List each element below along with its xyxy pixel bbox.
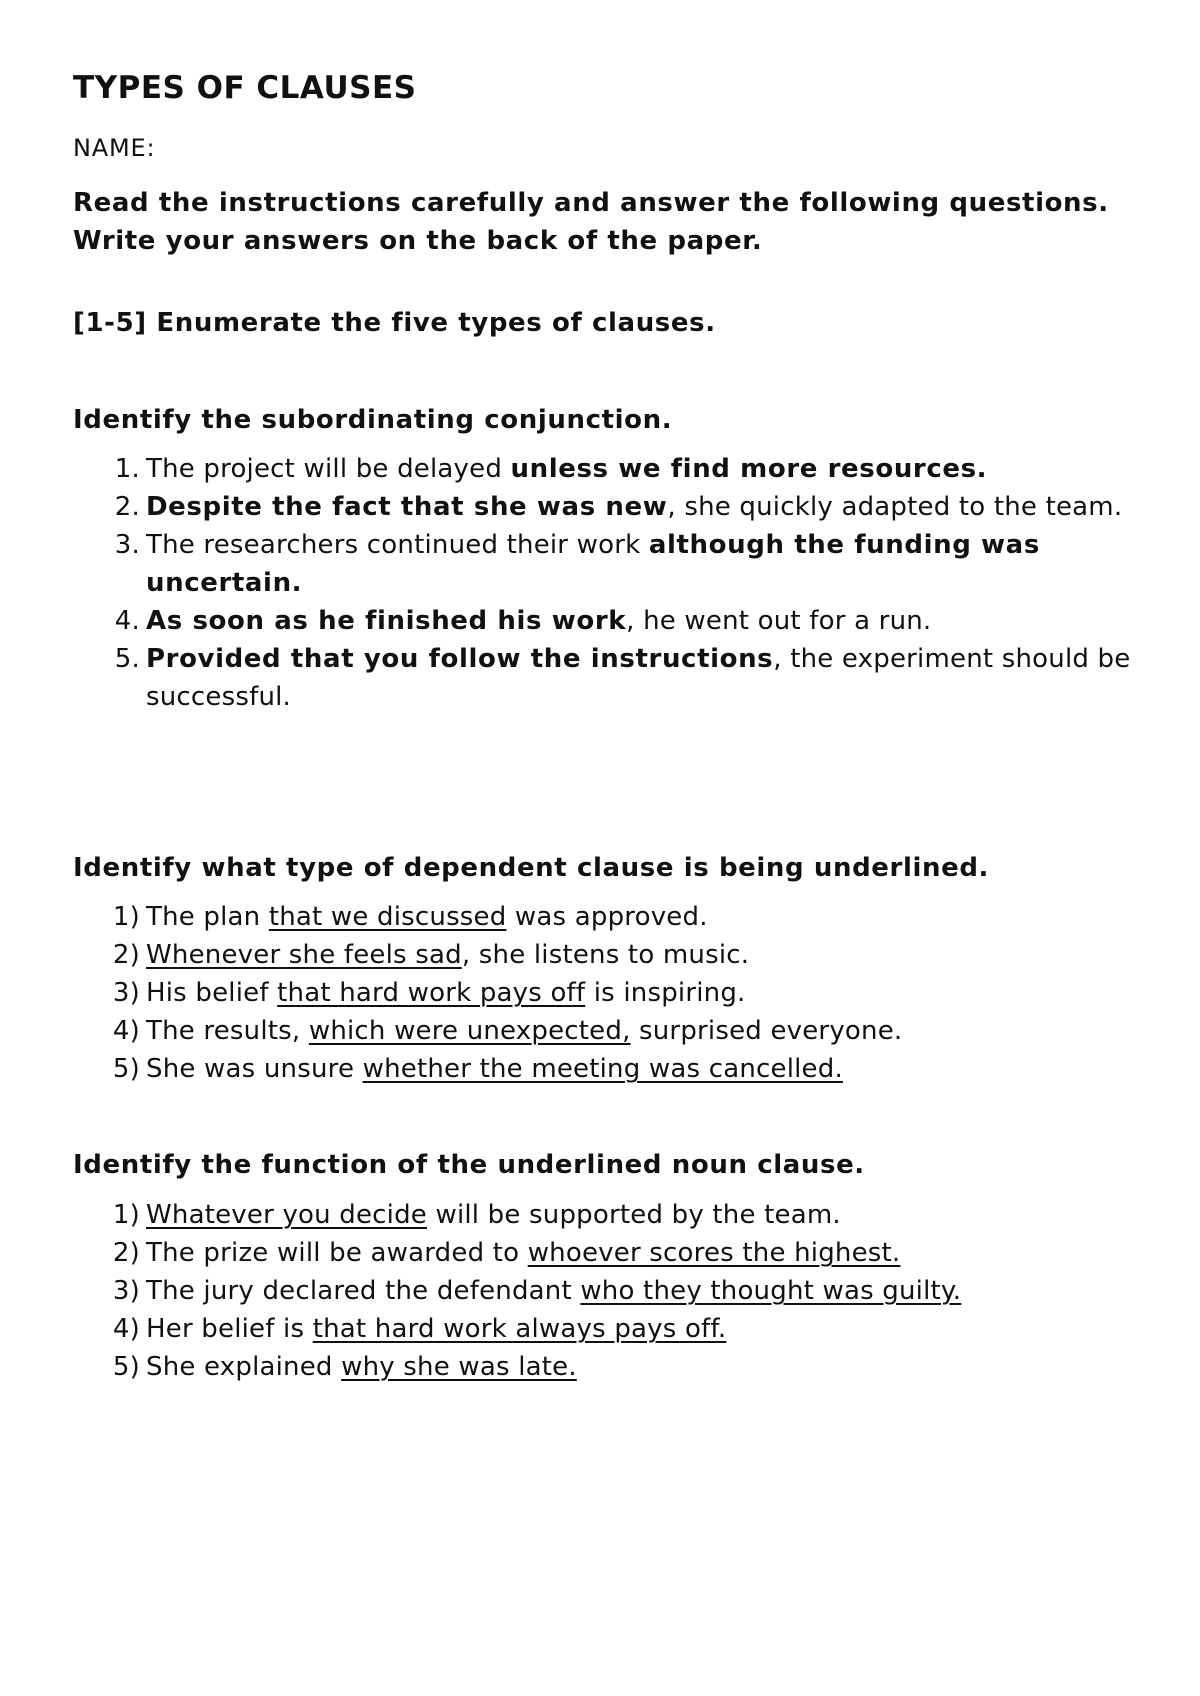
question-item [0, 1234, 1140, 1272]
question-text: She explained [146, 1352, 342, 1382]
question-item [0, 1310, 1140, 1348]
question-number: 1) [112, 902, 140, 932]
question-item [0, 936, 1140, 974]
document-title: TYPES OF CLAUSES [73, 70, 417, 106]
question-text: , she quickly adapted to the team. [667, 492, 1123, 522]
question-item [0, 488, 1140, 526]
bold-clause: unless we find more resources. [510, 454, 988, 484]
section-enumerate-heading: [1-5] Enumerate the five types of clauses. [73, 308, 716, 338]
underlined-clause: which were unexpected, [308, 1016, 631, 1046]
question-number: 1) [112, 1200, 140, 1230]
question-item [0, 602, 1140, 640]
underlined-clause: who they thought was guilty. [580, 1276, 962, 1306]
question-number: 3) [112, 1276, 140, 1306]
question-number: 4) [112, 1314, 140, 1344]
subordinating-question-list [0, 450, 1140, 716]
question-item [0, 1348, 1140, 1386]
question-text: The researchers continued their work [146, 530, 649, 560]
question-item [0, 640, 1140, 716]
dependent-clause-question-list [0, 898, 1140, 1088]
question-text: The jury declared the defendant [146, 1276, 581, 1306]
question-number: 1. [114, 454, 140, 484]
question-item [0, 1012, 1140, 1050]
question-text: , she listens to music. [461, 940, 750, 970]
question-text: His belief [146, 978, 278, 1008]
question-text: surprised everyone. [630, 1016, 903, 1046]
question-text: is inspiring. [585, 978, 746, 1008]
underlined-clause: why she was late. [341, 1352, 577, 1382]
bold-clause: Provided that you follow the instructions [146, 644, 774, 674]
question-item [0, 1196, 1140, 1234]
question-text: , he went out for a run. [626, 606, 932, 636]
question-item [0, 974, 1140, 1012]
question-text: Her belief is [146, 1314, 313, 1344]
instructions-text: Read the instructions carefully and answer the following questions. Write your answers on the back of the paper. [73, 188, 1109, 256]
question-text: The project will be delayed [146, 454, 511, 484]
question-text: will be supported by the team. [427, 1200, 841, 1230]
noun-clause-question-list [0, 1196, 1140, 1386]
question-number: 2) [112, 940, 140, 970]
question-number: 2) [112, 1238, 140, 1268]
question-number: 2. [114, 492, 140, 522]
section-noun-clause-heading: Identify the function of the underlined noun clause. [73, 1150, 865, 1180]
underlined-clause: Whenever she feels sad [146, 940, 462, 970]
bold-clause: although the funding was uncertain. [146, 530, 1040, 598]
question-number: 5) [112, 1352, 140, 1382]
question-number: 4. [114, 606, 140, 636]
question-number: 3. [114, 530, 140, 560]
question-number: 4) [112, 1016, 140, 1046]
bold-clause: Despite the fact that she was new [146, 492, 668, 522]
question-text: was approved. [506, 902, 708, 932]
bold-clause: As soon as he finished his work [146, 606, 627, 636]
underlined-clause: Whatever you decide [146, 1200, 428, 1230]
question-item [0, 1050, 1140, 1088]
question-text: She was unsure [146, 1054, 363, 1084]
name-field-label: NAME: [73, 134, 156, 162]
underlined-clause: that hard work always pays off. [312, 1314, 727, 1344]
question-text: The prize will be awarded to [146, 1238, 528, 1268]
question-text: The results, [146, 1016, 309, 1046]
question-number: 5) [112, 1054, 140, 1084]
underlined-clause: that we discussed [268, 902, 507, 932]
question-item [0, 898, 1140, 936]
question-number: 3) [112, 978, 140, 1008]
section-dependent-clause-heading: Identify what type of dependent clause is being underlined. [73, 853, 990, 883]
underlined-clause: whoever scores the highest. [527, 1238, 901, 1268]
question-item [0, 1272, 1140, 1310]
question-text: The plan [146, 902, 269, 932]
question-text: , the experiment should be successful. [146, 644, 1131, 712]
underlined-clause: whether the meeting was cancelled. [362, 1054, 843, 1084]
underlined-clause: that hard work pays off [277, 978, 586, 1008]
question-item [0, 450, 1140, 488]
question-item [0, 526, 1140, 602]
question-number: 5. [114, 644, 140, 674]
section-subordinating-heading: Identify the subordinating conjunction. [73, 405, 673, 435]
